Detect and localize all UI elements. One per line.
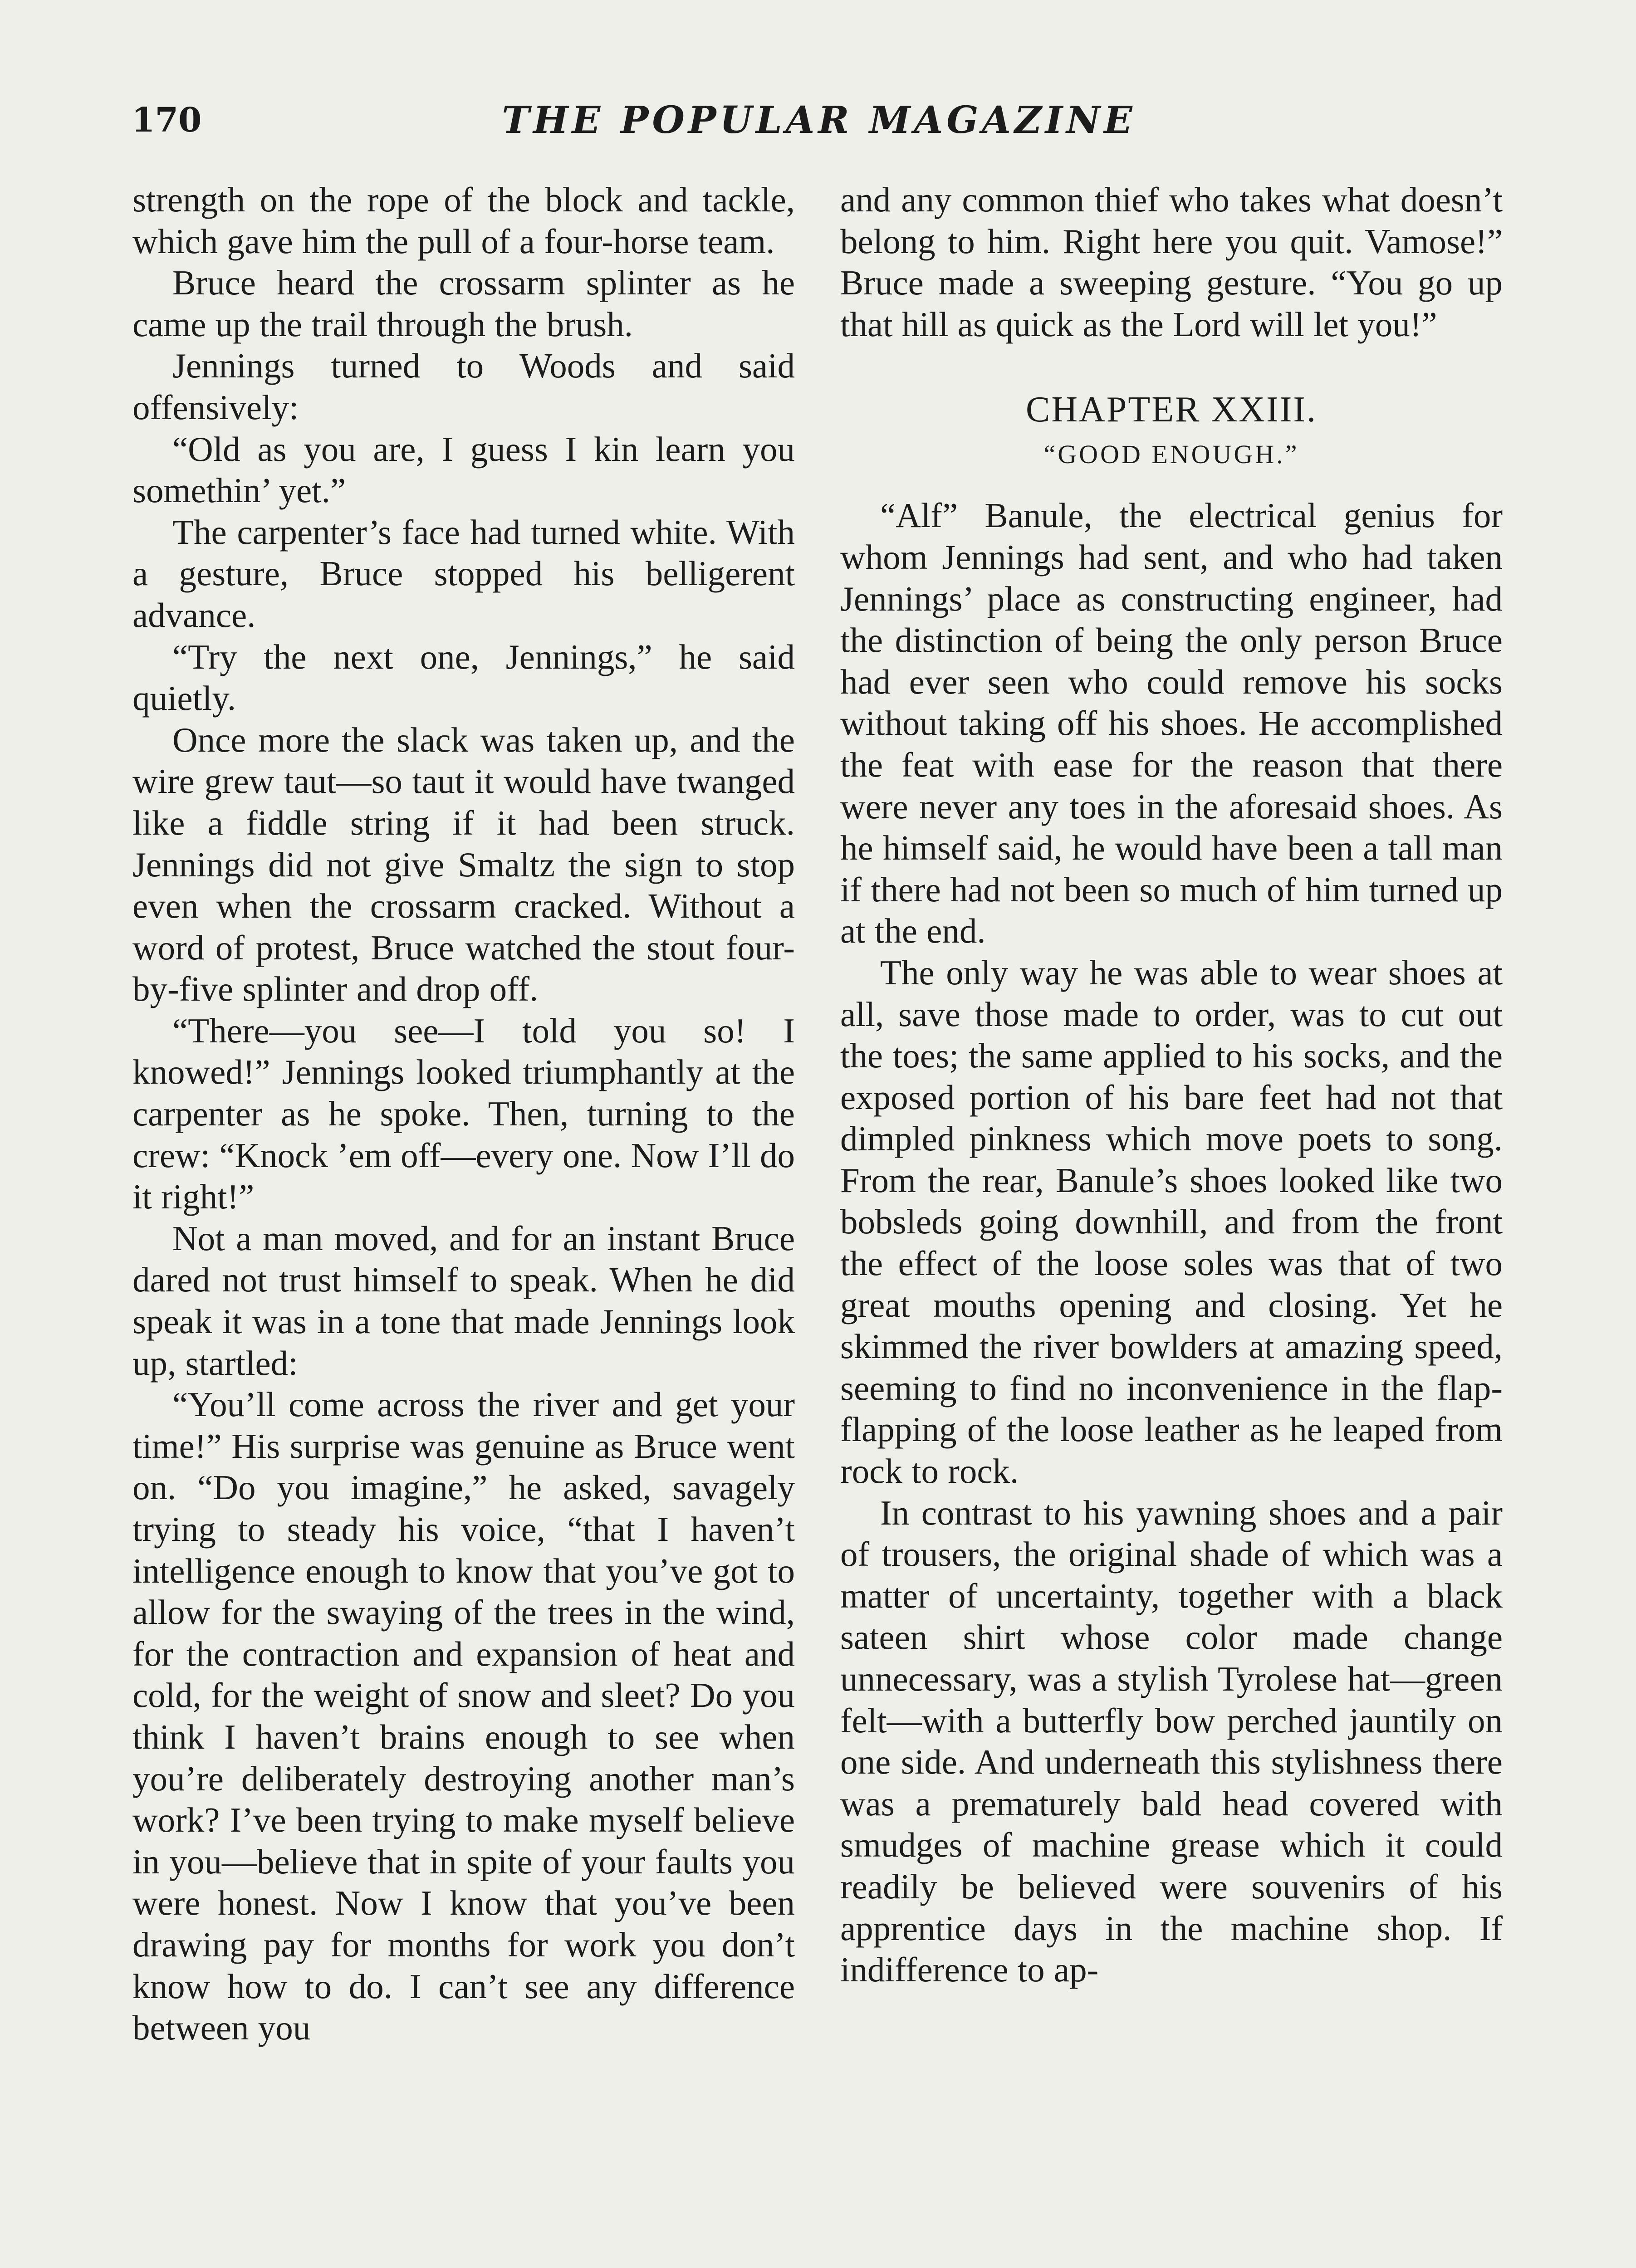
paragraph: Bruce heard the crossarm splinter as he came up the trail through the brush. (132, 263, 795, 344)
page-number: 170 (132, 101, 202, 140)
paragraph: “There—you see—I told you so! I knowed!” Jennings looked triumphantly at the carpenter as he spoke. Then, turning to the crew: “Knock ’em off—every one. Now I’ll do it right!” (132, 1011, 795, 1217)
paragraph: and any common thief who takes what doesn’t belong to him. Right here you quit. Vamose!” Bruce made a sweeping gesture. “You go up that hill as quick as the Lord will let you!” (840, 180, 1503, 344)
chapter-subtitle: “GOOD ENOUGH.” (1043, 440, 1299, 469)
page-header (132, 93, 1506, 147)
paragraph: Not a man moved, and for an instant Bruce dared not trust himself to speak. When he did speak it was in a tone that made Jennings look up, startled: (132, 1218, 795, 1383)
left-column (132, 179, 795, 2049)
running-title: THE POPULAR MAGAZINE (502, 98, 1136, 142)
paragraph: The carpenter’s face had turned white. With a gesture, Bruce stopped his belligerent advance. (132, 512, 795, 635)
paragraph: “Alf” Banule, the electrical genius for whom Jennings had sent, and who had taken Jennings’ place as constructing engineer, had the distinction of being the only person Bruce had ever seen who could remove his socks without taking off his shoes. He accomplished the feat with ease for the reason that there were never any toes in the aforesaid shoes. As he himself said, he would have been a tall man if there had not been so much of him turned up at the end. (840, 496, 1503, 951)
paragraph: Once more the slack was taken up, and the wire grew taut—so taut it would have twanged like a fiddle string if it had been struck. Jennings did not give Smaltz the sign to stop even when the crossarm cracked. Without a word of protest, Bruce watched the stout four-by-five splinter and drop off. (132, 720, 795, 1009)
paragraph: Jennings turned to Woods and said offensively: (132, 346, 795, 427)
paragraph: “Old as you are, I guess I kin learn you somethin’ yet.” (132, 429, 795, 510)
chapter-title: CHAPTER XXIII. (1026, 390, 1317, 430)
paragraph: “Try the next one, Jennings,” he said quietly. (132, 637, 795, 718)
paragraph: strength on the rope of the block and tackle, which gave him the pull of a four-horse team. (132, 180, 795, 261)
paragraph: In contrast to his yawning shoes and a pair of trousers, the original shade of which was a matter of uncertainty, together with a black sateen shirt whose color made change unnecessary, was a stylish Tyrolese hat—green felt—with a butterfly bow perched jauntily on one side. And underneath this stylishness there was a prematurely bald head covered with smudges of machine grease which it could readily be believed were souvenirs of his apprentice days in the machine shop. If indifference to ap- (840, 1493, 1503, 1989)
paragraph: “You’ll come across the river and get your time!” His surprise was genuine as Bruce went on. “Do you imagine,” he asked, savagely trying to steady his voice, “that I haven’t intelligence enough to know that you’ve got to allow for the swaying of the trees in the wind, for the contraction and expansion of heat and cold, for the weight of snow and sleet? Do you think I haven’t brains enough to see when you’re deliberately destroying another man’s work? I’ve been trying to make myself believe in you—believe that in spite of your faults you were honest. Now I know that you’ve been drawing pay for months for work you don’t know how to do. I can’t see any difference between you (132, 1385, 795, 2048)
right-column (840, 179, 1503, 1991)
chapter-heading (840, 387, 1503, 475)
paragraph: The only way he was able to wear shoes at all, save those made to order, was to cut out the toes; the same applied to his socks, and the exposed portion of his bare feet had not that dimpled pinkness which move poets to song. From the rear, Banule’s shoes looked like two bobsleds going downhill, and from the front the effect of the loose soles was that of two great mouths opening and closing. Yet he skimmed the river bowlders at amazing speed, seeming to find no inconvenience in the flap-flapping of the loose leather as he leaped from rock to rock. (840, 953, 1503, 1491)
